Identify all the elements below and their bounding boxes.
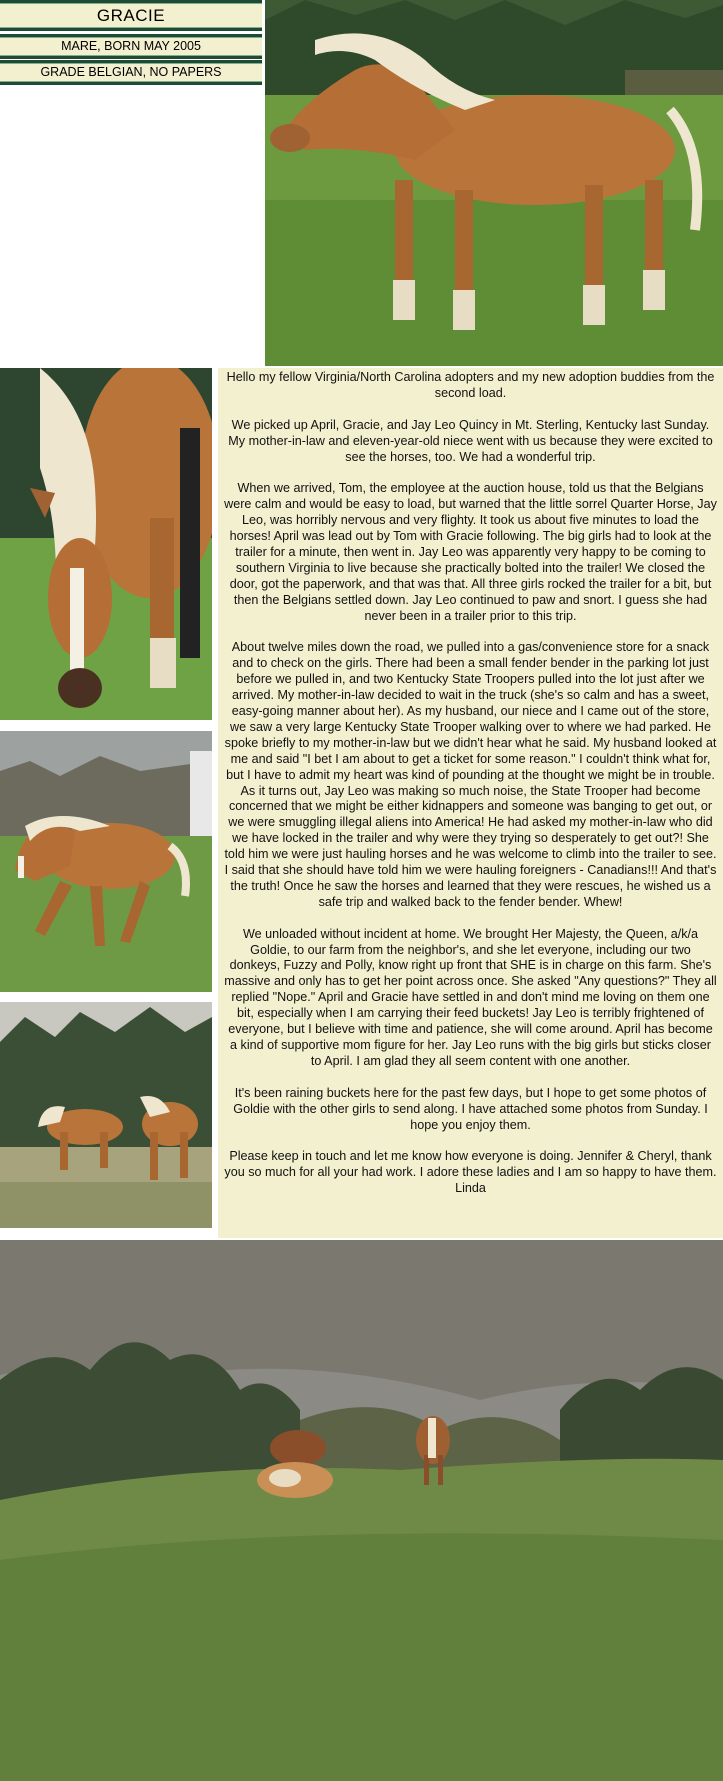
letter-paragraph: We picked up April, Gracie, and Jay Leo Quincy in Mt. Sterling, Kentucky last Sunday. My mother-in-law and eleven-year-old niece went with us because they were excited to see the horses, too. We had a wonderful trip.	[228, 417, 713, 464]
photo-two-horses-field	[0, 1002, 212, 1228]
letter-paragraph: Please keep in touch and let me know how everyone is doing. Jennifer & Cheryl, thank you so much for all your had work. I adore these ladies and I am so happy to have them.	[224, 1149, 717, 1180]
letter-paragraph: We unloaded without incident at home. We brought Her Majesty, the Queen, a/k/a Goldie, to our farm from the neighbor's, and she let everyone, including our two donkeys, Fuzzy and Polly, know right up front that SHE is in charge on this farm. She's massive and only has to get her point across once. She asked "Any questions?" They all replied "Nope." April and Gracie have settled in and don't mind me loving on them one bit, especially when I am carrying their feed buckets! Jay Leo is terribly frightened of everyone, but I believe with time and patience, she will come around. April has become a kind of supportive mom figure for her. Jay Leo runs with the big girls but sticks closer to April. I am glad they all seem content with one another.	[224, 926, 717, 1068]
breed-info: GRADE BELGIAN, NO PAPERS	[0, 60, 262, 85]
letter-paragraph: About twelve miles down the road, we pulled into a gas/convenience store for a snack and to check on the girls. There had been a small fender bender in the parking lot just before we pulled in, and two Kentucky State Troopers pulled into the lot just after we arrived. My mother-in-law decided to wait in the truck (she's so calm and has a sweet, easy-going manner about her). As my husband, our niece and I came out of the store, we saw a very large Kentucky State Trooper walking over to where we had parked. He spoke briefly to my mother-in-law but we didn't hear what he said. My husband looked at me and said "I bet I am about to get a ticket for some reason." I couldn't think what for, but I have to admit my heart was kind of pounding at the thought we might be in trouble. As it turns out, Jay Leo was making so much noise, the State Trooper had become concerned that we might be either kidnappers and someone was banging to get out, or we were smuggling illegal aliens into America! He had asked my mother-in-law who did we have locked in the trailer and why were they trying so desperately to get out?! She told him we were just hauling horses and he was welcome to climb into the trailer to see. I said that she should have told him we were hauling foreigners - Canadians!!! And that's the truth! Once he saw the horses and learned that they were rescues, he wished us a safe trip and walked back to the fender bender. Whew!	[224, 640, 717, 909]
letter-paragraph: It's been raining buckets here for the past few days, but I hope to get some photos of Goldie with the other girls to send along. I have attached some photos from Sunday. I hope you enjoy them.	[233, 1085, 708, 1132]
letter-signature: Linda	[455, 1181, 486, 1196]
letter-paragraph: When we arrived, Tom, the employee at the auction house, told us that the Belgians were calm and would be easy to load, but warned that the little sorrel Quarter Horse, Jay Leo, was horribly nervous and very flighty. It took us about five minutes to load the horses! April was lead out by Tom with Gracie following. The big girls had to look at the trailer for a minute, then went in. Jay Leo was apparently very happy to be coming to southern Virginia to live because she practically bolted into the trailer! We closed the door, got the paperwork, and that was that. All three girls rocked the trailer for a bit, but then the Belgians settled down. Jay Leo continued to paw and snort. I guess she had never been in a trailer prior to this trip.	[224, 481, 717, 623]
birth-info: MARE, BORN MAY 2005	[0, 34, 262, 59]
horse-name-title: GRACIE	[0, 0, 262, 31]
adoption-letter	[218, 368, 723, 1238]
letter-paragraph: Hello my fellow Virginia/North Carolina adopters and my new adoption buddies from the second load.	[226, 370, 715, 400]
photo-horse-trotting	[0, 731, 212, 992]
photo-horses-pasture	[0, 1240, 723, 1781]
photo-gracie-walking	[265, 0, 723, 366]
photo-horse-grazing	[0, 368, 212, 720]
